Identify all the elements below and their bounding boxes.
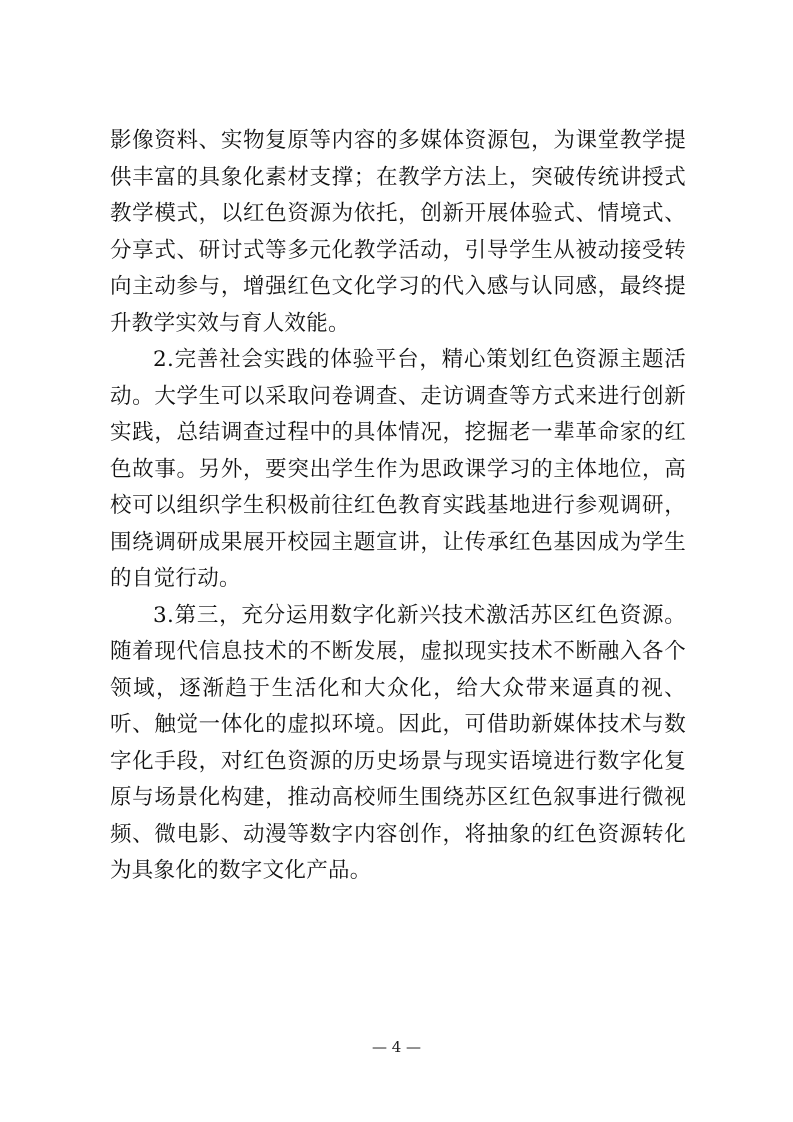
paragraph-2: 2.完善社会实践的体验平台，精心策划红色资源主题活动。大学生可以采取问卷调查、走访调查等方式来进行创新实践，总结调查过程中的具体情况，挖掘老一辈革命家的红色故事。另外，要突出学生作为思政课学习的主体地位，高校可以组织学生积极前往红色教育实践基地进行参观调研，围绕调研成果展开校园主题宣讲，让传承红色基因成为学生的自觉行动。	[110, 347, 686, 591]
body-text	[110, 123, 686, 890]
paragraph-3: 3.第三，充分运用数字化新兴技术激活苏区红色资源。随着现代信息技术的不断发展，虚拟现实技术不断融入各个领域，逐渐趋于生活化和大众化，给大众带来逼真的视、听、触觉一体化的虚拟环境。因此，可借助新媒体技术与数字化手段，对红色资源的历史场景与现实语境进行数字化复原与场景化构建，推动高校师生围绕苏区红色叙事进行微视频、微电影、动漫等数字内容创作，将抽象的红色资源转化为具象化的数字文化产品。	[110, 602, 686, 883]
paragraph-1: 影像资料、实物复原等内容的多媒体资源包，为课堂教学提供丰富的具象化素材支撑；在教学方法上，突破传统讲授式教学模式，以红色资源为依托，创新开展体验式、情境式、分享式、研讨式等多元化教学活动，引导学生从被动接受转向主动参与，增强红色文化学习的代入感与认同感，最终提升教学实效与育人效能。	[110, 128, 686, 336]
page-number: — 4 —	[371, 1038, 422, 1056]
